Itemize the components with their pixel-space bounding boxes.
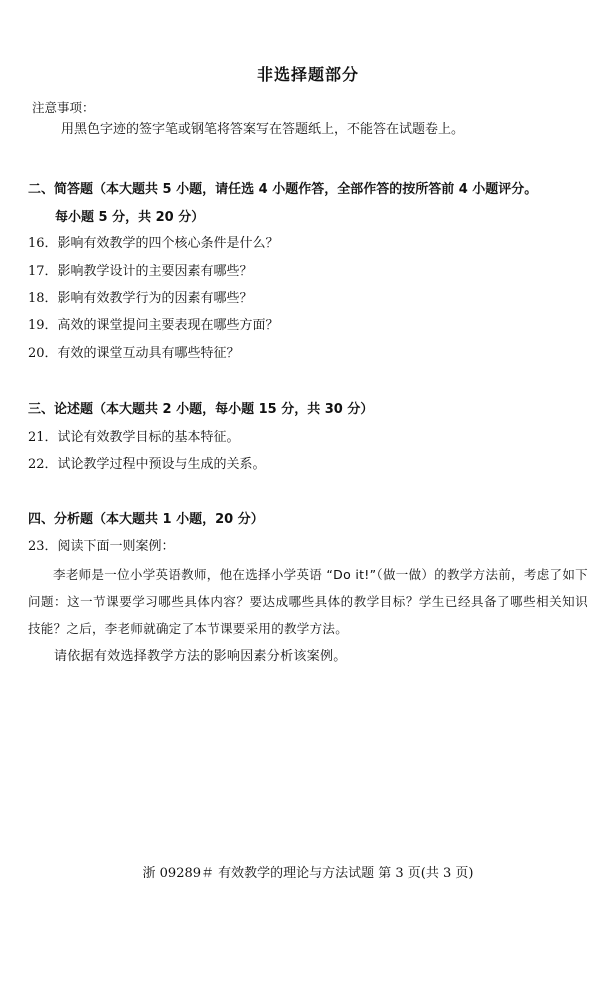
question-18: 18．影响有效教学行为的因素有哪些？ [28, 291, 253, 306]
section3-heading: 三、论述题（本大题共 2 小题，每小题 15 分，共 30 分） [28, 402, 374, 417]
notice-label: 注意事项： [32, 100, 95, 115]
question-17: 17．影响教学设计的主要因素有哪些？ [28, 264, 253, 279]
notice-text: 用黑色字迹的签字笔或钢笔将答案写在答题纸上，不能答在试题卷上。 [61, 122, 465, 137]
question-19: 19．高效的课堂提问主要表现在哪些方面？ [28, 318, 279, 333]
case-instruction: 请依据有效选择教学方法的影响因素分析该案例。 [54, 649, 347, 664]
question-16: 16．影响有效教学的四个核心条件是什么？ [28, 236, 279, 251]
page-title: 非选择题部分 [256, 65, 359, 84]
question-22: 22．试论教学过程中预设与生成的关系。 [28, 457, 266, 472]
question-23: 23．阅读下面一则案例： [28, 539, 175, 554]
case-paragraph: 李老师是一位小学英语教师，他在选择小学英语 “Do it!”（做一做）的教学方法前，考虑了如下问题：这一节课要学习哪些具体内容？要达成哪些具体的教学目标？学生已经具备了哪些相关知识技能？之后，李老师就确定了本节课要采用的教学方法。 [28, 567, 588, 636]
question-20: 20．有效的课堂互动具有哪些特征？ [28, 346, 240, 361]
section2-subheading: 每小题 5 分，共 20 分） [55, 210, 205, 225]
section2-heading: 二、简答题（本大题共 5 小题，请任选 4 小题作答，全部作答的按所答前 4 小题评分。 [28, 182, 538, 197]
question-21: 21．试论有效教学目标的基本特征。 [28, 430, 240, 445]
page-footer: 浙 09289＃ 有效教学的理论与方法试题 第 3 页(共 3 页) [142, 866, 474, 881]
section4-heading: 四、分析题（本大题共 1 小题，20 分） [28, 512, 264, 527]
